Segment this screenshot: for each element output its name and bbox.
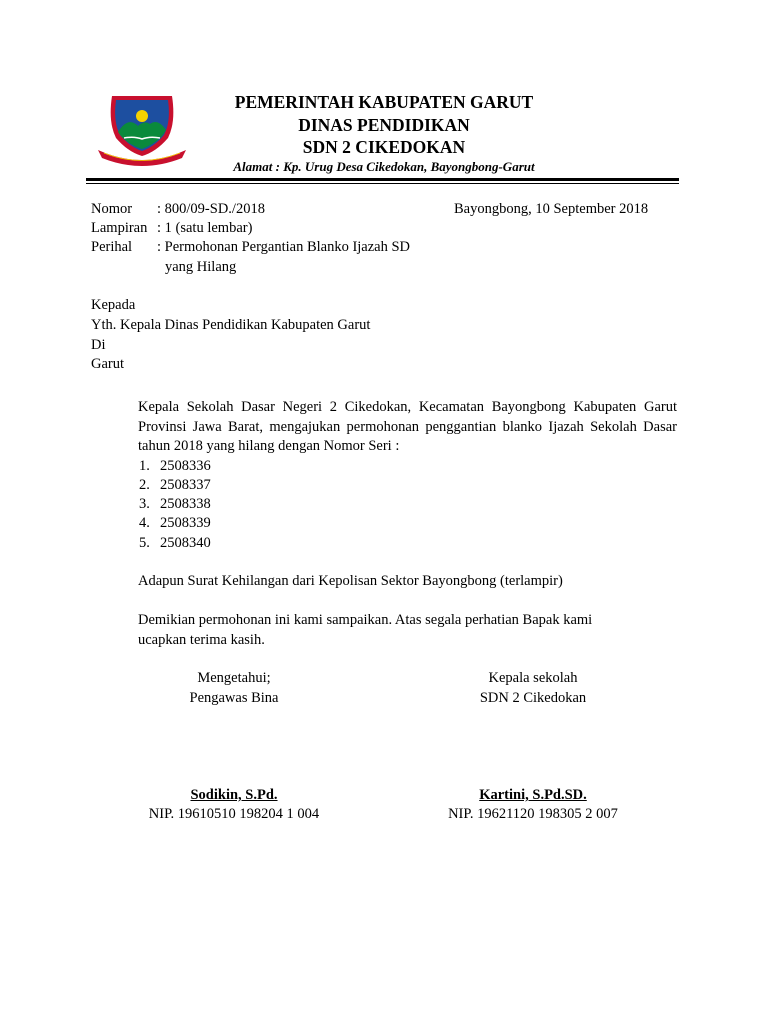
perihal-value: : Permohonan Pergantian Blanko Ijazah SD bbox=[157, 239, 411, 255]
left-signatory-nip: NIP. 19610510 198204 1 004 bbox=[148, 806, 320, 822]
attachment-note: Adapun Surat Kehilangan dari Kepolisan Sektor Bayongbong (terlampir) bbox=[138, 573, 563, 589]
right-signature-heading: Kepala sekolah bbox=[488, 670, 578, 686]
letterhead-divider-thick bbox=[86, 178, 679, 181]
letterhead-divider-thin bbox=[86, 183, 679, 184]
left-signatory-name: Sodikin, S.Pd. bbox=[190, 787, 278, 803]
serial-number-value: 2508338 bbox=[160, 496, 211, 512]
closing-line-1: Demikian permohonan ini kami sampaikan. Atas segala perhatian Bapak kami bbox=[138, 612, 593, 628]
recipient-title: Yth. Kepala Dinas Pendidikan Kabupaten Garut bbox=[91, 317, 371, 333]
body-intro-paragraph: Kepala Sekolah Dasar Negeri 2 Cikedokan, Kecamatan Bayongbong Kabupaten Garut Provinsi Jawa Barat, mengajukan permohonan penggantian blanko Ijazah Sekolah Dasar tahun 2018 yang hilang dengan Nomor Seri : bbox=[138, 399, 677, 454]
place-date: Bayongbong, 10 September 2018 bbox=[454, 201, 649, 217]
serial-number-index: 1. bbox=[139, 458, 150, 474]
serial-number-value: 2508339 bbox=[160, 515, 211, 531]
letterhead-government: PEMERINTAH KABUPATEN GARUT bbox=[234, 92, 534, 112]
recipient-di: Di bbox=[91, 337, 106, 353]
letterhead-department: DINAS PENDIDIKAN bbox=[298, 115, 470, 135]
letterhead-address: Alamat : Kp. Urug Desa Cikedokan, Bayongbong-Garut bbox=[233, 159, 535, 174]
left-signature-heading: Mengetahui; bbox=[197, 670, 271, 686]
nomor-value: : 800/09-SD./2018 bbox=[157, 201, 265, 217]
serial-number-index: 2. bbox=[139, 477, 150, 493]
perihal-value-continued: yang Hilang bbox=[165, 259, 237, 275]
serial-number-index: 3. bbox=[139, 496, 150, 512]
recipient-kepada: Kepada bbox=[91, 297, 136, 313]
right-signatory-nip: NIP. 19621120 198305 2 007 bbox=[448, 806, 618, 822]
serial-number-value: 2508336 bbox=[160, 458, 211, 474]
lampiran-value: : 1 (satu lembar) bbox=[157, 220, 253, 236]
serial-number-value: 2508340 bbox=[160, 535, 211, 551]
right-signatory-name: Kartini, S.Pd.SD. bbox=[479, 787, 587, 803]
serial-number-index: 5. bbox=[139, 535, 150, 551]
right-signature-role: SDN 2 Cikedokan bbox=[479, 690, 587, 706]
recipient-city: Garut bbox=[91, 356, 125, 372]
left-signature-role: Pengawas Bina bbox=[189, 690, 279, 706]
lampiran-label: Lampiran bbox=[91, 220, 148, 236]
serial-number-index: 4. bbox=[139, 515, 150, 531]
closing-line-2: ucapkan terima kasih. bbox=[138, 632, 265, 648]
nomor-label: Nomor bbox=[91, 201, 133, 217]
perihal-label: Perihal bbox=[91, 239, 133, 255]
letterhead-school: SDN 2 CIKEDOKAN bbox=[302, 137, 466, 157]
serial-number-value: 2508337 bbox=[160, 477, 211, 493]
